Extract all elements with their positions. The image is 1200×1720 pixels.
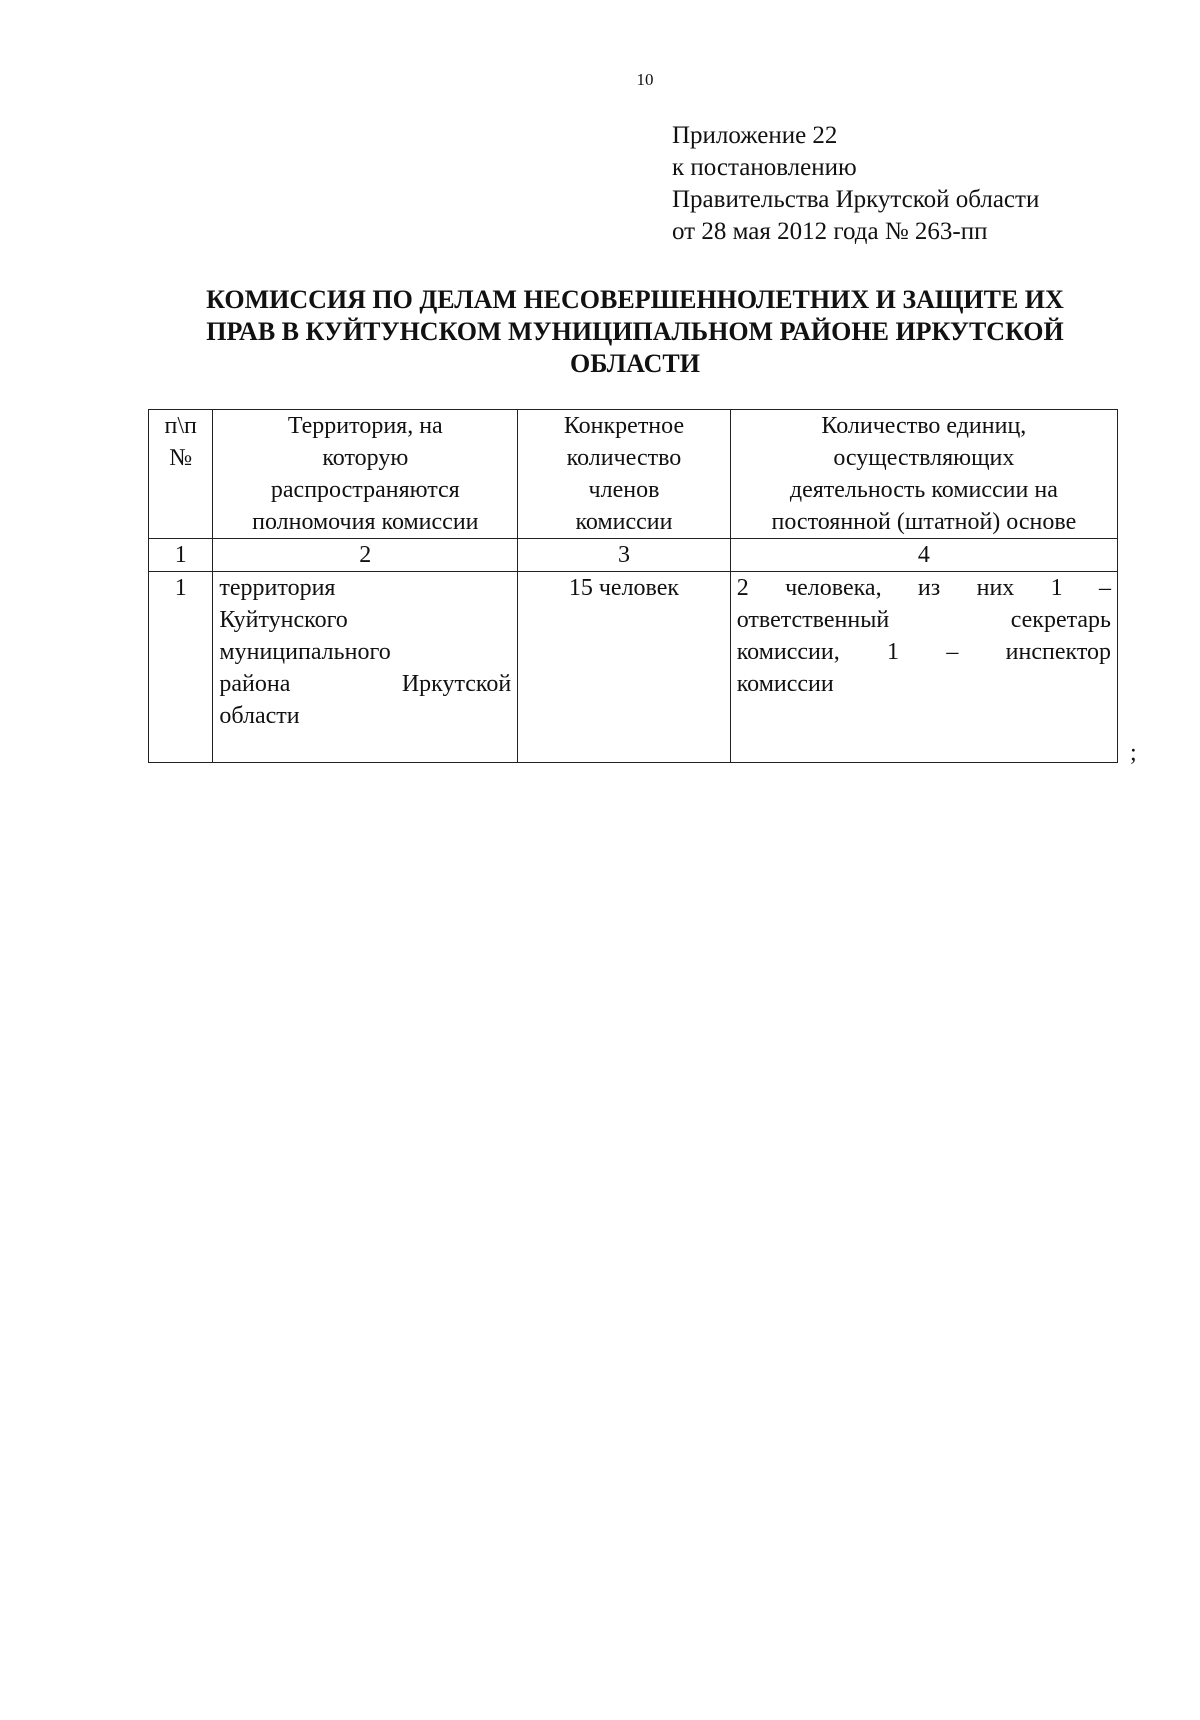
territory-cell (213, 572, 518, 763)
column-number: 1 (149, 539, 213, 572)
commission-table (148, 409, 1118, 763)
cell-word: района (219, 671, 291, 697)
header-text: комиссии (575, 509, 673, 535)
members-cell: 15 человек (518, 572, 731, 763)
table-row (149, 572, 1118, 763)
title-line: ПРАВ В КУЙТУНСКОМ МУНИЦИПАЛЬНОМ РАЙОНЕ ИРКУТСКОЙ (206, 317, 1064, 346)
column-number-row (149, 539, 1118, 572)
appendix-line: Приложение 22 (672, 122, 838, 149)
header-staff-units (730, 410, 1117, 539)
header-text: осуществляющих (833, 445, 1015, 471)
header-text: членов (588, 477, 660, 503)
cell-line: Куйтунского (219, 607, 348, 633)
header-text: Территория, на (287, 413, 443, 439)
header-territory (213, 410, 518, 539)
cell-word: – (1098, 575, 1111, 601)
appendix-line: Правительства Иркутской области (672, 186, 1040, 213)
header-text: полномочия комиссии (252, 509, 479, 535)
column-number: 2 (213, 539, 518, 572)
cell-word: из (917, 575, 941, 601)
header-text: № (169, 445, 193, 471)
header-text: п\п (164, 413, 197, 439)
title-line: КОМИССИЯ ПО ДЕЛАМ НЕСОВЕРШЕННОЛЕТНИХ И ЗАЩИТЕ ИХ (206, 285, 1064, 314)
cell-line: муниципального (219, 639, 391, 665)
header-members (518, 410, 731, 539)
cell-word: инспектор (1005, 639, 1111, 665)
cell-word: них (976, 575, 1015, 601)
header-text: которую (322, 445, 409, 471)
document-title (140, 284, 1130, 380)
cell-line (219, 668, 511, 700)
column-number: 3 (518, 539, 731, 572)
title-line: ОБЛАСТИ (570, 349, 700, 378)
header-text: деятельность комиссии на (789, 477, 1058, 503)
header-text: Количество единиц, (821, 413, 1027, 439)
cell-word: секретарь (1010, 607, 1111, 633)
cell-line: территория (219, 575, 336, 601)
column-number: 4 (730, 539, 1117, 572)
header-text: распространяются (270, 477, 460, 503)
header-number (149, 410, 213, 539)
appendix-line: от 28 мая 2012 года № 263-пп (672, 218, 988, 245)
row-number: 1 (149, 572, 213, 763)
cell-word: – (946, 639, 959, 665)
page-number: 10 (636, 70, 654, 89)
cell-word: 2 (736, 575, 749, 601)
header-text: количество (566, 445, 682, 471)
cell-word: комиссии, (736, 639, 840, 665)
appendix-line: к постановлению (672, 154, 857, 181)
cell-line (737, 572, 1111, 604)
cell-word: человека, (785, 575, 882, 601)
trailing-semicolon: ; (1130, 740, 1137, 766)
cell-word: ответственный (736, 607, 890, 633)
appendix-reference (672, 120, 1039, 248)
cell-word: 1 (887, 639, 900, 665)
cell-line (737, 604, 1111, 636)
header-text: постоянной (штатной) основе (771, 509, 1077, 535)
cell-word: 1 (1050, 575, 1063, 601)
table-header-row (149, 410, 1118, 539)
cell-line (737, 636, 1111, 668)
cell-line: комиссии (736, 671, 834, 697)
cell-line: области (219, 703, 300, 729)
header-text: Конкретное (563, 413, 685, 439)
staff-units-cell (730, 572, 1117, 763)
cell-word: Иркутской (401, 671, 512, 697)
